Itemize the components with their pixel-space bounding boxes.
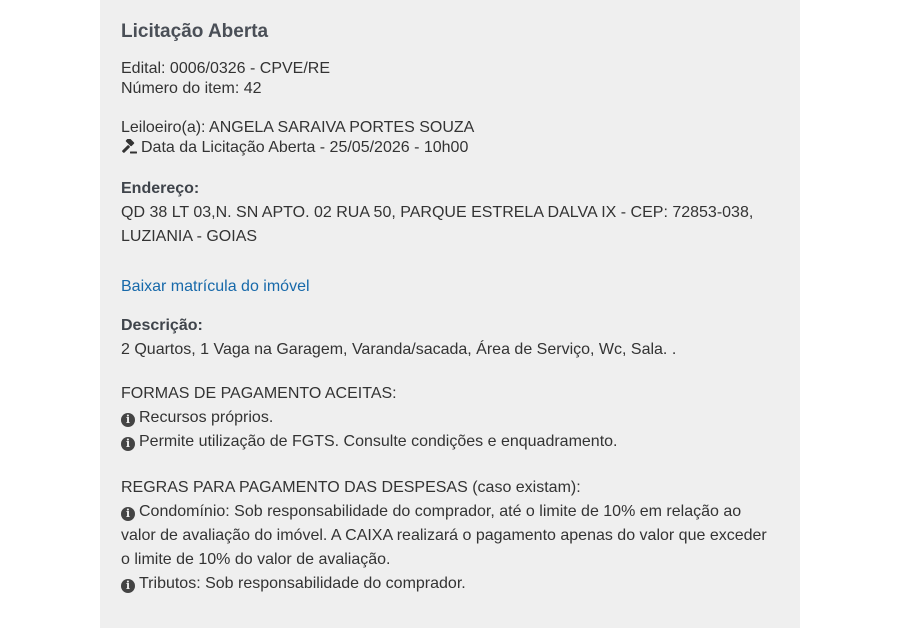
condo-rule-line-2: valor de avaliação do imóvel. A CAIXA realizará o pagamento apenas do valor que exceder	[121, 527, 767, 544]
info-icon: i	[121, 413, 135, 427]
property-details-panel	[100, 0, 800, 628]
payment-block	[121, 382, 780, 454]
description-block	[121, 316, 780, 362]
description-text: 2 Quartos, 1 Vaga na Garagem, Varanda/sacada, Área de Serviço, Wc, Sala. .	[121, 341, 677, 358]
download-block	[121, 277, 780, 297]
payment-item-text: Recursos próprios.	[139, 409, 274, 426]
info-icon: i	[121, 579, 135, 593]
info-icon: i	[121, 437, 135, 451]
condo-rule-line-1: Condomínio: Sob responsabilidade do comprador, até o limite de 10% em relação ao	[139, 503, 742, 520]
download-registration-link[interactable]: Baixar matrícula do imóvel	[121, 278, 310, 295]
auctioneer-name: Leiloeiro(a): ANGELA SARAIVA PORTES SOUZA	[121, 119, 475, 136]
edital-number: Edital: 0006/0326 - CPVE/RE	[121, 60, 331, 77]
condo-rule	[121, 500, 780, 524]
payment-item	[121, 406, 780, 430]
address-line-1: QD 38 LT 03,N. SN APTO. 02 RUA 50, PARQUE ESTRELA DALVA IX - CEP: 72853-038,	[121, 204, 754, 221]
taxes-rule-text: Tributos: Sob responsabilidade do comprador.	[139, 575, 466, 592]
edital-block	[121, 59, 780, 99]
item-number: Número do item: 42	[121, 80, 262, 97]
address-block	[121, 179, 780, 249]
auction-date: Data da Licitação Aberta - 25/05/2026 - 10h00	[141, 139, 469, 156]
page-title: Licitação Aberta	[121, 21, 269, 42]
description-label: Descrição:	[121, 317, 203, 334]
payment-heading: FORMAS DE PAGAMENTO ACEITAS:	[121, 385, 397, 402]
expenses-heading: REGRAS PARA PAGAMENTO DAS DESPESAS (caso existam):	[121, 479, 581, 496]
expenses-block	[121, 476, 780, 596]
payment-item	[121, 430, 780, 454]
taxes-rule	[121, 572, 780, 596]
auction-block	[121, 118, 780, 160]
address-label: Endereço:	[121, 180, 200, 197]
gavel-icon	[121, 139, 137, 160]
address-line-2: LUZIANIA - GOIAS	[121, 228, 258, 245]
auction-date-row	[121, 138, 780, 160]
condo-rule-line-3: o limite de 10% do valor de avaliação.	[121, 551, 391, 568]
payment-item-text: Permite utilização de FGTS. Consulte condições e enquadramento.	[139, 433, 618, 450]
info-icon: i	[121, 507, 135, 521]
